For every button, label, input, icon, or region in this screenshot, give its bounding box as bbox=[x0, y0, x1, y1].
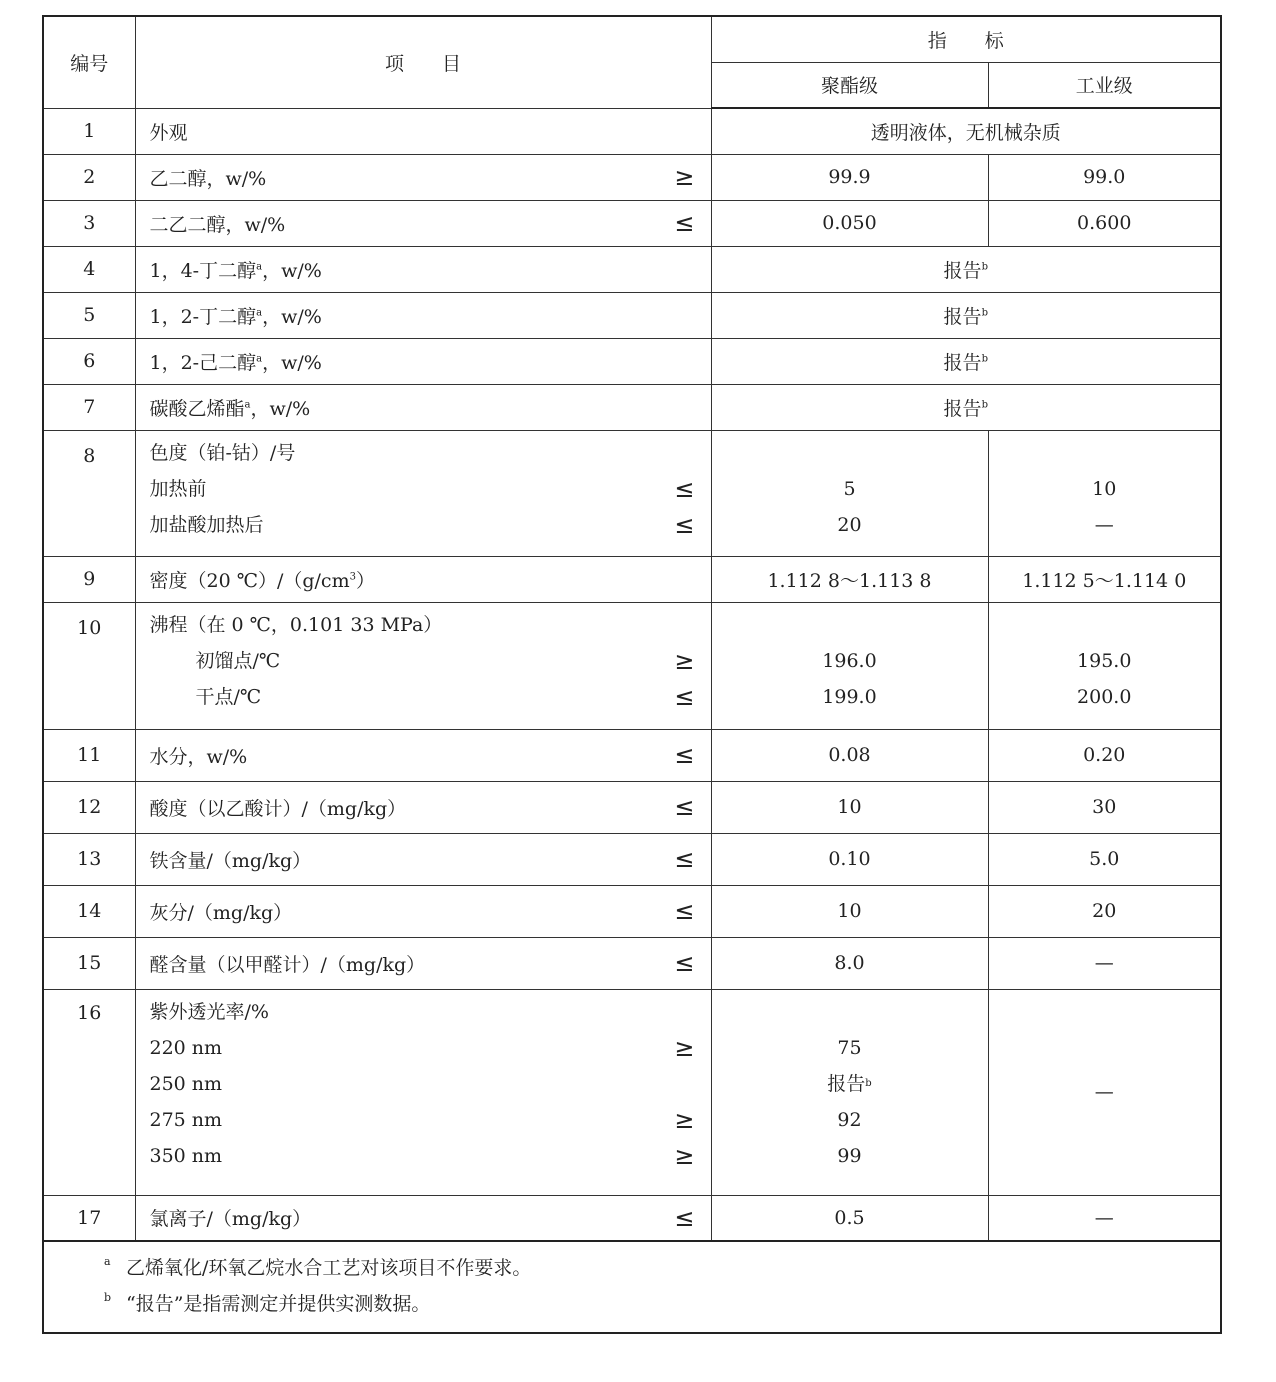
value-polyester: 1.112 8～1.113 8 bbox=[711, 556, 988, 602]
row-item: 碳酸乙烯酯$^a$，w/% bbox=[149, 397, 311, 420]
row-item: 沸程（在 0 ℃，0.101 33 MPa） bbox=[149, 613, 443, 636]
comparison-sign: ≤ bbox=[674, 209, 695, 237]
footnote-ref: b bbox=[981, 261, 988, 273]
value-industrial: 1.112 5～1.114 0 bbox=[988, 556, 1221, 602]
row-no: 11 bbox=[43, 729, 135, 781]
footnote-ref: a bbox=[256, 353, 263, 365]
table-row bbox=[43, 885, 1221, 937]
row-item: 醛含量（以甲醛计）/（mg/kg） bbox=[149, 953, 426, 976]
comparison-sign: ≤ bbox=[674, 793, 695, 821]
comparison-sign: ≤ bbox=[674, 474, 695, 503]
spec-table bbox=[42, 15, 1222, 1334]
row-no: 1 bbox=[43, 108, 135, 154]
table-row bbox=[43, 200, 1221, 246]
comparison-sign: ≤ bbox=[674, 510, 695, 539]
value-industrial: 20 bbox=[988, 885, 1221, 937]
row-no: 14 bbox=[43, 885, 135, 937]
footnote-ref: a bbox=[256, 261, 263, 273]
value-polyester: 10 bbox=[711, 781, 988, 833]
footnote: b “报告”是指需测定并提供实测数据。 bbox=[104, 1291, 431, 1315]
row-item: 酸度（以乙酸计）/（mg/kg） bbox=[149, 797, 407, 820]
value-polyester: 75 报告 b 92 99 bbox=[711, 989, 988, 1195]
comparison-sign: ≤ bbox=[674, 897, 695, 925]
header-item: 项 目 bbox=[135, 16, 711, 108]
row-item: 氯离子/（mg/kg） bbox=[149, 1208, 312, 1231]
value-polyester: 0.10 bbox=[711, 833, 988, 885]
footnote: a 乙烯氧化/环氧乙烷水合工艺对该项目不作要求。 bbox=[104, 1255, 532, 1279]
footnotes bbox=[43, 1241, 1221, 1333]
header-index: 指 标 bbox=[711, 16, 1221, 62]
footnote-ref: a bbox=[244, 399, 251, 411]
sub-item: 加热前 ≤ bbox=[150, 471, 711, 507]
value-polyester: 0.5 bbox=[711, 1195, 988, 1241]
row-item: 外观 bbox=[149, 121, 188, 144]
value-industrial: — bbox=[988, 989, 1221, 1195]
table-row bbox=[43, 989, 1221, 1195]
header-no: 编号 bbox=[43, 16, 135, 108]
row-no: 12 bbox=[43, 781, 135, 833]
row-no: 3 bbox=[43, 200, 135, 246]
value-industrial: 30 bbox=[988, 781, 1221, 833]
table-row bbox=[43, 937, 1221, 989]
comparison-sign: ≥ bbox=[674, 1105, 695, 1134]
sub-item: 加盐酸加热后 ≤ bbox=[150, 507, 711, 543]
table-row bbox=[43, 430, 1221, 556]
row-merged-value: 透明液体，无机械杂质 bbox=[711, 108, 1221, 154]
row-no: 13 bbox=[43, 833, 135, 885]
comparison-sign: ≥ bbox=[674, 646, 695, 675]
table-row bbox=[43, 246, 1221, 292]
row-no: 5 bbox=[43, 292, 135, 338]
footnote-ref: b bbox=[981, 353, 988, 365]
value-industrial: 0.600 bbox=[988, 200, 1221, 246]
sub-item: 350 nm ≥ bbox=[150, 1138, 711, 1174]
value-industrial: — bbox=[988, 1195, 1221, 1241]
row-no: 2 bbox=[43, 154, 135, 200]
footnote-ref: a bbox=[256, 307, 263, 319]
sub-item: 250 nm bbox=[149, 1072, 223, 1095]
comparison-sign: ≤ bbox=[674, 845, 695, 873]
row-merged-value: 报告$^b$ bbox=[711, 246, 1221, 292]
value-polyester: 8.0 bbox=[711, 937, 988, 989]
sub-item: 275 nm ≥ bbox=[150, 1102, 711, 1138]
table-row bbox=[43, 154, 1221, 200]
row-no: 17 bbox=[43, 1195, 135, 1241]
footnote-ref: b bbox=[981, 399, 988, 411]
row-no: 16 bbox=[43, 989, 135, 1195]
row-item: 1，4-丁二醇$^a$，w/% bbox=[149, 259, 322, 282]
footnote-ref: 3 bbox=[349, 571, 356, 583]
value-polyester: 0.050 bbox=[711, 200, 988, 246]
comparison-sign: ≤ bbox=[674, 741, 695, 769]
row-item: 密度（20 $℃)/(g/cm^3)$ bbox=[149, 569, 375, 592]
value-polyester: 0.08 bbox=[711, 729, 988, 781]
value-industrial: — bbox=[988, 937, 1221, 989]
comparison-sign: ≤ bbox=[674, 682, 695, 711]
table-row bbox=[43, 108, 1221, 154]
value-polyester: 196.0 199.0 bbox=[711, 602, 988, 729]
comparison-sign: ≥ bbox=[674, 163, 695, 191]
notes-row bbox=[43, 1241, 1221, 1333]
row-merged-value: 报告$^b$ bbox=[711, 338, 1221, 384]
value-industrial: 10 — bbox=[988, 430, 1221, 556]
row-item: 二乙二醇，w/% bbox=[149, 213, 286, 236]
value-polyester: 99.9 bbox=[711, 154, 988, 200]
row-item: 1，2-丁二醇$^a$，w/% bbox=[149, 305, 322, 328]
row-item: 铁含量/（mg/kg） bbox=[149, 849, 312, 872]
table-row bbox=[43, 833, 1221, 885]
table-row bbox=[43, 556, 1221, 602]
value-industrial: 195.0 200.0 bbox=[988, 602, 1221, 729]
row-no: 10 bbox=[43, 602, 135, 729]
comparison-sign: ≤ bbox=[674, 949, 695, 977]
comparison-sign: ≥ bbox=[674, 1033, 695, 1062]
row-item: 乙二醇，w/% bbox=[149, 167, 267, 190]
row-no: 4 bbox=[43, 246, 135, 292]
row-no: 9 bbox=[43, 556, 135, 602]
row-item: 水分，w/% bbox=[149, 745, 248, 768]
value-polyester: 10 bbox=[711, 885, 988, 937]
sub-item: 干点/℃ ≤ bbox=[150, 679, 711, 715]
row-no: 7 bbox=[43, 384, 135, 430]
row-merged-value: 报告$^b$ bbox=[711, 292, 1221, 338]
footnote-ref: b bbox=[865, 1077, 872, 1089]
table-row bbox=[43, 292, 1221, 338]
row-no: 6 bbox=[43, 338, 135, 384]
value-polyester: 5 20 bbox=[711, 430, 988, 556]
row-no: 15 bbox=[43, 937, 135, 989]
row-merged-value: 报告$^b$ bbox=[711, 384, 1221, 430]
header-grade-polyester: 聚酯级 bbox=[711, 62, 988, 108]
table-row bbox=[43, 338, 1221, 384]
row-item: 色度（铂-钴）/号 bbox=[149, 441, 296, 464]
table-row bbox=[43, 729, 1221, 781]
table-row bbox=[43, 1195, 1221, 1241]
value-industrial: 5.0 bbox=[988, 833, 1221, 885]
comparison-sign: ≥ bbox=[674, 1141, 695, 1170]
footnote-ref: b bbox=[981, 307, 988, 319]
row-no: 8 bbox=[43, 430, 135, 556]
table-row bbox=[43, 781, 1221, 833]
sub-item: 220 nm ≥ bbox=[150, 1030, 711, 1066]
sub-item: 初馏点/℃ ≥ bbox=[150, 643, 711, 679]
table-row bbox=[43, 384, 1221, 430]
header-grade-industrial: 工业级 bbox=[988, 62, 1221, 108]
table-row bbox=[43, 602, 1221, 729]
row-item: 1，2-己二醇$^a$，w/% bbox=[149, 351, 322, 374]
value-industrial: 99.0 bbox=[988, 154, 1221, 200]
value-industrial: 0.20 bbox=[988, 729, 1221, 781]
row-item: 灰分/（mg/kg） bbox=[149, 901, 293, 924]
comparison-sign: ≤ bbox=[674, 1203, 695, 1232]
row-item: 紫外透光率/% bbox=[149, 1000, 269, 1023]
